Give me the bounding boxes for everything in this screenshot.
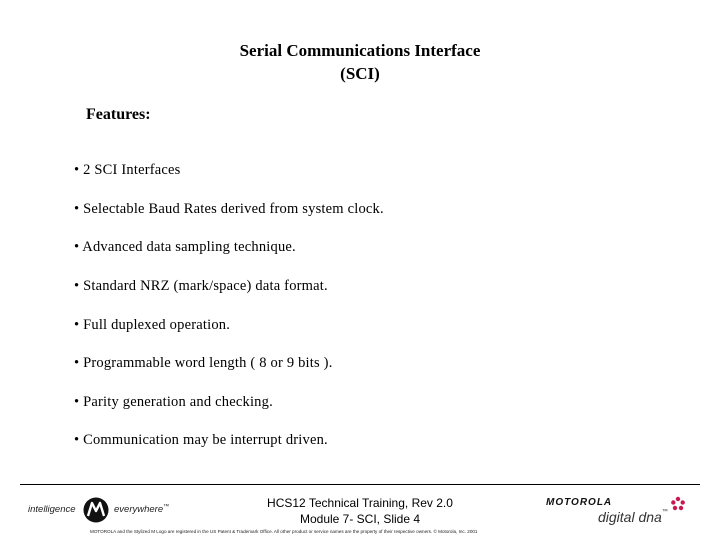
- features-heading: Features:: [86, 106, 151, 123]
- title-line-2: (SCI): [340, 64, 380, 83]
- slide-footer-info: [200, 495, 520, 527]
- tagline-intelligence: intelligence: [28, 504, 76, 515]
- digital-dna-icon: [670, 496, 686, 512]
- digital-dna-wordmark: digital dna™: [598, 509, 668, 525]
- legal-notice: MOTOROLA and the Stylized M Logo are registered in the US Patent & Trademark Office. All other product or service names are the property of their respective owners. © Motorola, Inc. 2001: [90, 529, 478, 534]
- feature-item: • Selectable Baud Rates derived from system clock.: [74, 201, 384, 217]
- feature-item: • Full duplexed operation.: [74, 317, 231, 333]
- motorola-m-icon: [83, 497, 109, 523]
- tagline-everywhere: everywhere™: [114, 504, 170, 515]
- training-title: HCS12 Technical Training, Rev 2.0: [267, 496, 453, 510]
- module-slide-number: Module 7- SCI, Slide 4: [299, 512, 421, 526]
- slide-title: [0, 39, 720, 85]
- feature-item: • Programmable word length ( 8 or 9 bits ).: [74, 355, 333, 371]
- feature-item: • Advanced data sampling technique.: [74, 239, 296, 255]
- motorola-wordmark: MOTOROLA: [546, 497, 613, 508]
- feature-item: • Standard NRZ (mark/space) data format.: [74, 278, 328, 294]
- title-line-1: Serial Communications Interface: [239, 41, 481, 60]
- feature-item: • Communication may be interrupt driven.: [74, 432, 328, 448]
- feature-item: • 2 SCI Interfaces: [74, 162, 181, 178]
- footer-divider: [20, 484, 700, 485]
- feature-item: • Parity generation and checking.: [74, 394, 273, 410]
